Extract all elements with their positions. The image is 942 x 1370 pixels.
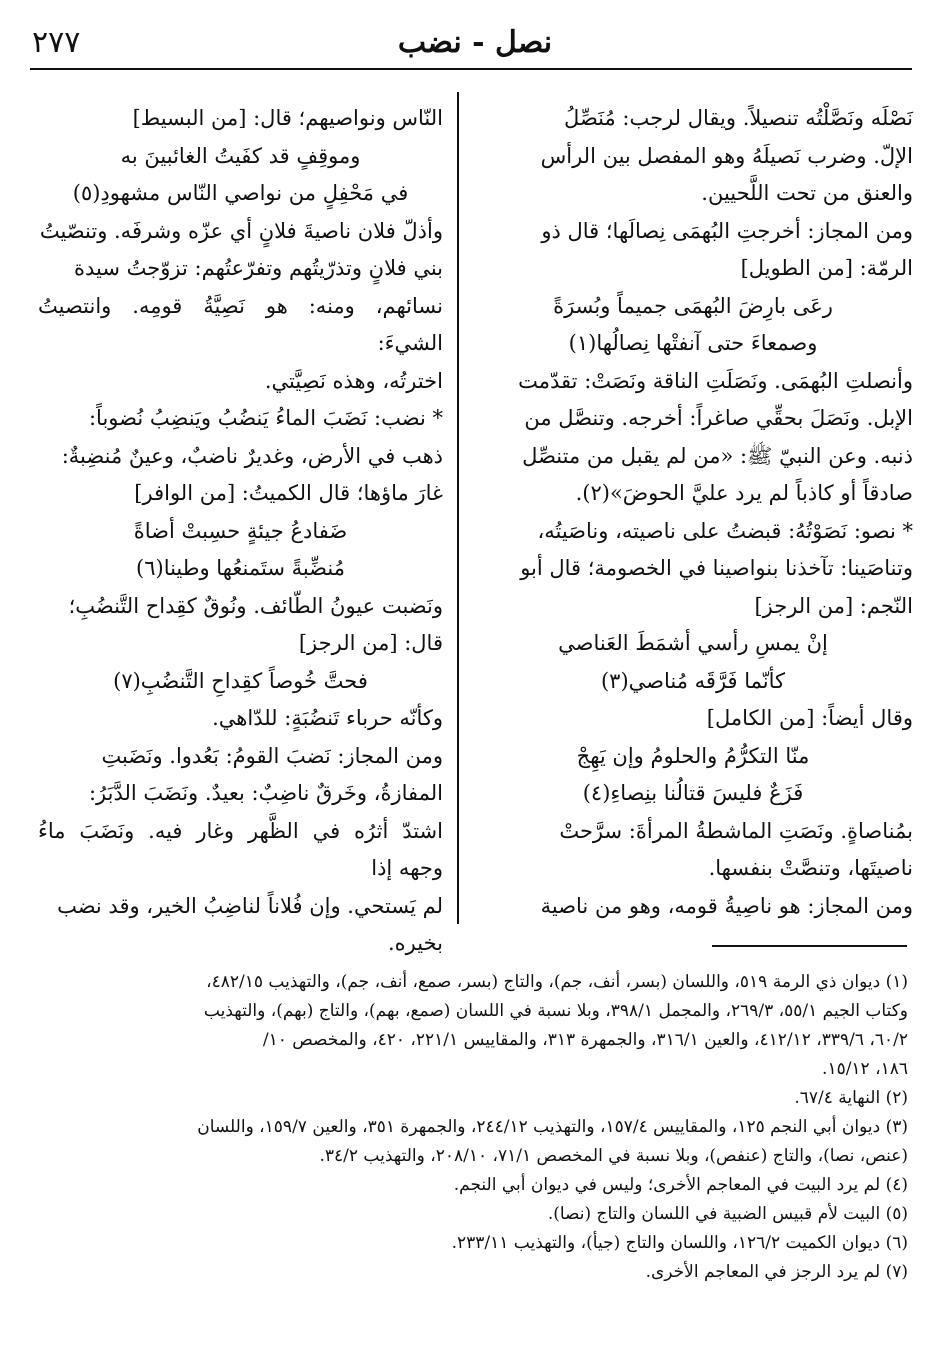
text-line: وأنصلتِ البُهمَى. ونَصَلَتِ الناقة ونَصَتْ: تقدّمت: [518, 368, 913, 393]
entry-heading-line: * نضب: نَضَبَ الماءُ يَنضُبُ ويَنضِبُ نُضوباً:: [88, 406, 443, 430]
entry-heading-line: * نصو: نَصَوْتُهُ: قبضتُ على ناصيته، وناصَيتُه،: [537, 518, 913, 543]
page-number: ٢٧٧: [32, 25, 81, 60]
header-rule: [30, 68, 912, 70]
verse-line: وصمعاءَ حتى آنفتْها نِصالُها(١): [568, 331, 818, 355]
column-divider: [457, 92, 459, 924]
text-line: لم يَستحي. وإن فُلاناً لناضِبُ الخير، وقد نضب: [57, 893, 443, 918]
text-line: ومن المجاز: أخرجتِ البُهمَى نِصالَها؛ قال ذو: [541, 218, 913, 243]
verse-line: كأنّما فَرَّقَه مُناصي(٣): [600, 668, 786, 693]
meter-label: النّجم: [من الرجز]: [754, 593, 913, 618]
text-line: بخيره.: [387, 931, 443, 955]
text-line: ناصيتَها، وتنصَّتْ بنفسها.: [708, 856, 913, 880]
text-line: ومن المجاز: هو ناصِيةُ قومه، وهو من ناصية: [540, 893, 913, 918]
verse-line: في مَحْفِلٍ من نواصي النّاس مشهودِ(٥): [72, 181, 409, 205]
verse-line: فَزَعٌ فليسَ قتالُنا بنِصاءِ(٤): [582, 781, 804, 805]
footnote-line: (٦) ديوان الكميت ١٢٦/٢، واللسان والتاج (جيأ)، والتهذيب ٢٣٣/١١.: [451, 1233, 908, 1253]
text-line: وكأنّه حرباء تَنضُبَةٍ: للدّاهي.: [212, 706, 443, 730]
footnote-line: (عنص، نصا)، والتاج (عنفص)، وبلا نسبة في المخصص ٧١/١، ٢٠٨/١٠، والتهذيب ٣٤/٢.: [319, 1146, 908, 1166]
text-line: وتناصَينا: تآخذنا بنواصينا في الخصومة؛ قال أبو: [520, 556, 913, 580]
footnote-line: (٣) ديوان أبي النجم ١٢٥، والمقاييس ١٥٧/٤، والتهذيب ٢٤٤/١٢، والجمهرة ٣٥١، والعين ١٥٩/٧، واللسان: [197, 1117, 908, 1137]
meter-label: الرمّة: [من الطويل]: [740, 256, 913, 280]
text-line: نسائهم، ومنه: هو نَصِيَّةُ قومِه. وانتصيتُ الشيءَ:: [38, 293, 443, 355]
text-line: الإبل. ونَصَلَ بحقِّي صاغراً: أخرجه. وتنصَّل من: [524, 406, 913, 430]
footnote-line: ١٨٦، ١٥/١٢.: [822, 1059, 908, 1079]
footnote-rule: [712, 945, 907, 947]
verse-line: ضَفادعُ جيئةٍ حسِبتْ أضاةً: [133, 518, 348, 543]
verse-line: منّا التكرُّمُ والحلومُ وإن يَهِجْ: [576, 743, 810, 768]
meter-label: قال: [من الرجز]: [298, 631, 443, 655]
right-column: [473, 100, 913, 925]
footnote-line: ٦٠/٢، ٣٣٩/٦، ٤١٢/١٢، والعين ٣١٦/١، والجمهرة ٣١٣، والمقاييس ٢٢١/١، ٤٢٠، والمخصص ١٠/: [262, 1030, 908, 1050]
header-title: نصل - نضب: [397, 25, 553, 60]
verse-line: مُنضِّبةً ستَمنعُها وطينا(٦): [136, 556, 345, 580]
verse-line: إنْ يمسِ رأسي أشمَطَ العَناصي: [558, 631, 828, 655]
text-line: الإلّ. وضرب نَصيلَهُ وهو المفصل بين الرأس: [540, 143, 913, 168]
verse-line: فحتَّ خُوصاً كقِداحِ التَّنضُبِ(٧): [113, 668, 368, 693]
left-column: [38, 100, 443, 963]
footnote-line: (٧) لم يرد الرجز في المعاجم الأخرى.: [645, 1262, 908, 1282]
text-line: ونَضبت عيونُ الطّائف. ونُوقٌ كقِداح التَّنضُبِ؛: [68, 593, 443, 618]
text-line: نَصْلَه ونَصَّلْتُه تنصيلاً. ويقال لرجب: مُنَصِّلُ: [564, 106, 913, 130]
footnotes: [40, 968, 908, 1287]
footnote-line: (٢) النهاية ٦٧/٤.: [794, 1088, 908, 1108]
text-line: غارَ ماؤها؛ قال الكميتُ: [من الوافر]: [134, 481, 443, 505]
text-line: اخترتُه، وهذه نَصِيَّتي.: [264, 368, 443, 393]
meter-label: وقال أيضاً: [من الكامل]: [706, 706, 913, 730]
verse-line: رعَى بارِضَ البُهمَى جميماً وبُسرَةً: [553, 293, 833, 318]
text-line: صادقاً أو كاذباً لم يرد عليَّ الحوضَ»(٢).: [575, 481, 913, 505]
footnote-line: (٥) البيت لأم قبيس الضبية في اللسان والتاج (نصا).: [547, 1204, 908, 1224]
text-line: اشتدّ أثرُه في الظَّهر وغار فيه. ونَضَبَ ماءُ وجهه إذا: [38, 818, 443, 880]
text-line: النّاس ونواصيهم؛ قال: [من البسيط]: [132, 106, 443, 130]
footnote-line: (١) ديوان ذي الرمة ٥١٩، واللسان (بسر، أنف، جم)، والتاج (بسر، صمع، أنف، جم)، والتهذيب ٤٨٢/١٥،: [206, 972, 908, 992]
footnote-line: (٤) لم يرد البيت في المعاجم الأخرى؛ وليس في ديوان أبي النجم.: [453, 1175, 908, 1195]
text-line: ومن المجاز: نَضبَ القومُ: بَعُدوا. ونَضَبتِ: [101, 743, 443, 768]
text-line: وأذلّ فلان ناصيةَ فلانٍ أي عزّه وشرفَه. وتنصّيتُ: [39, 218, 443, 243]
text-line: بني فلانٍ وتذرّيتُهم وتفرّعتُهم: تزوّجتُ سيدة: [74, 256, 443, 280]
verse-line: وموقِفٍ قد كفَيتُ الغائبينَ به: [120, 143, 361, 168]
footnote-line: وكتاب الجيم ٥٥/١، ٢٦٩/٣، والمجمل ٣٩٨/١، وبلا نسبة في اللسان (صمع، بهم)، والتاج (بهم)، والتهذيب: [203, 1001, 908, 1021]
text-line: ذنبه. وعن النبيّ ﷺ: «من لم يقبل من متنصِّل: [522, 443, 913, 468]
text-line: بمُناصاةٍ. ونَصَتِ الماشطةُ المرأةَ: سرَّحتْ: [559, 818, 913, 843]
text-line: ذهب في الأرض، وغديرٌ ناضبٌ، وعينٌ مُنضِبةٌ:: [61, 443, 443, 468]
text-line: المفازةُ، وخَرقٌ ناضِبٌ: بعيدٌ. ونَضَبَ الدَّبَرُ:: [88, 781, 443, 805]
text-line: والعنق من تحت اللَّحيين.: [701, 181, 913, 205]
